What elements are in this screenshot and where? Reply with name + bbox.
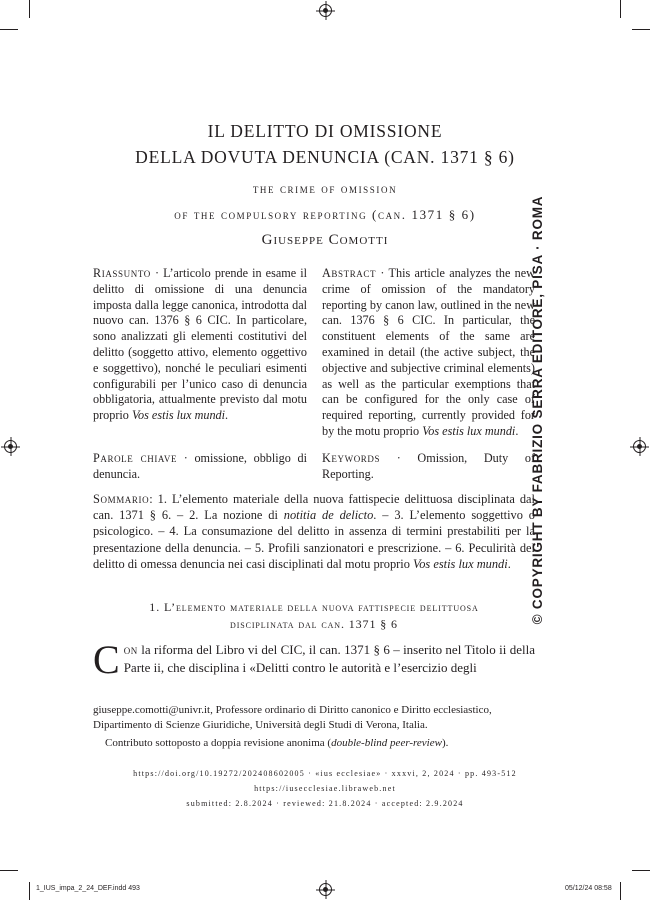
sommario-italic: notitia de delicto: [283, 508, 374, 523]
publication-meta: [80, 766, 570, 811]
crop-mark: [0, 29, 18, 30]
article-title-line: IL DELITTO DI OMISSIONE: [207, 121, 443, 141]
riassunto-label: Riassunto: [93, 266, 151, 280]
article-subtitle-line: the crime of omission: [252, 181, 398, 196]
sommario-label: Sommario: [93, 492, 150, 506]
parole-chiave-text: · omissione, obbligo di denuncia.: [93, 451, 307, 481]
author-footnote: [93, 703, 535, 751]
body-lead: on: [123, 642, 138, 657]
riassunto-italic: Vos estis lux mundi: [131, 408, 226, 423]
article-title-line: DELLA DOVUTA DENUNCIA (CAN. 1371 § 6): [135, 147, 515, 167]
crop-mark: [29, 882, 30, 900]
registration-mark-bottom: [319, 883, 332, 896]
abstract-italic: Vos estis lux mundi: [422, 423, 516, 438]
doi-line: https://doi.org/10.19272/202408602005 · «ius ecclesiae» · xxxvi, 2, 2024 · pp. 493-512: [133, 769, 517, 778]
copyright-notice: © COPYRIGHT BY FABRIZIO SERRA EDITORE, PISA · ROMA: [530, 195, 545, 625]
slug-left: 1_IUS_impa_2_24_DEF.indd 493: [36, 885, 140, 892]
keywords-text: · Omission, Duty of Reporting.: [322, 451, 535, 481]
riassunto-text: · L’articolo prende in esame il delitto di omissione di una denuncia imposta dalla legge canonica, introdotta dal nuovo can. 1376 § 6 CIC. In particolare, sono analizzati gli elementi costitutivi del delitto (soggetto attivo, elemento oggettivo e soggettivo), nonché le peculiari esimenti configurabili per l’unico caso di denuncia obbligatoria, attualmente previsto dal motu proprio: [93, 266, 307, 423]
author-name: Giuseppe Comotti: [261, 232, 389, 248]
riassunto-end: .: [225, 408, 229, 423]
keywords-block: [322, 451, 535, 483]
sommario-text: : 1. L’elemento materiale della nuova fattispecie delittuosa disciplinata dal can. 1371 § 6. – 2. La nozione di: [93, 492, 535, 523]
sommario-block: [93, 491, 535, 572]
sommario-text: .: [507, 556, 511, 571]
body-text: la riforma del Libro vi del CIC, il can. 1371 § 6 – inserito nel Titolo ii della Parte ii, che disciplina i «Delitti contro le autorità e l’esercizio degli: [123, 642, 535, 675]
abstract-text: · This article analyzes the new crime of omission of the mandatory reporting by canon law, outlined in the new can. 1376 § 6 CIC. In particular, the constituent elements of the same are examined in detail (the active subject, the objective and subjective criminal elements) as well as the particular exemptions that can be configured for the only case of required reporting, currently provided for by the motu proprio: [322, 266, 535, 438]
dates-line: submitted: 2.8.2024 · reviewed: 21.8.2024 · accepted: 2.9.2024: [186, 799, 464, 808]
crop-mark: [632, 29, 650, 30]
section-heading-line: 1. L’elemento materiale della nuova fattispecie delittuosa: [149, 600, 479, 614]
registration-mark-left: [4, 440, 17, 453]
abstract-end: .: [515, 423, 519, 438]
crop-mark: [632, 870, 650, 871]
crop-mark: [620, 882, 621, 900]
article-subtitle: [80, 176, 570, 228]
parole-chiave-block: [93, 451, 307, 483]
article-title: [80, 118, 570, 170]
article-subtitle-line: of the compulsory reporting (can. 1371 § 6): [174, 207, 476, 222]
sommario-text: . – 3. L’elemento soggettivo o psicologico. – 4. La consumazione del delitto in assenza di termini prestabiliti per la presentazione della denuncia. – 5. Profili sanzionatori e prescrizione. – 6. Peculirità del delitto di omessa denuncia nei casi disciplinati dal motu proprio: [93, 508, 536, 571]
footnote-review-end: ).: [441, 737, 449, 749]
drop-cap: C: [93, 637, 120, 682]
sommario-italic: Vos estis lux mundi: [413, 556, 508, 571]
crop-mark: [29, 0, 30, 18]
footnote-review-text: Contributo sottoposto a doppia revisione anonima (: [105, 737, 332, 749]
body-paragraph: [93, 637, 535, 682]
abstract-label: Abstract: [322, 266, 377, 280]
section-heading: [93, 599, 535, 633]
url-line: https://iusecclesiae.libraweb.net: [254, 784, 396, 793]
footnote-review: [93, 736, 535, 751]
registration-mark-right: [633, 440, 646, 453]
riassunto-block: [93, 266, 307, 424]
footnote-affiliation: giuseppe.comotti@univr.it, Professore ordinario di Diritto canonico e Diritto ecclesiastico, Dipartimento di Scienze Giuridiche, Università degli Studi di Verona, Italia.: [93, 704, 492, 731]
parole-chiave-label: Parole chiave: [93, 451, 178, 465]
slug-right: 05/12/24 08:58: [565, 885, 612, 892]
section-heading-line: disciplinata dal can. 1371 § 6: [230, 617, 398, 631]
crop-mark: [0, 870, 18, 871]
abstract-block: [322, 266, 535, 440]
footnote-review-italic: double-blind peer-review: [331, 737, 442, 749]
crop-mark: [620, 0, 621, 18]
registration-mark-top: [319, 4, 332, 17]
keywords-label: Keywords: [322, 451, 381, 465]
